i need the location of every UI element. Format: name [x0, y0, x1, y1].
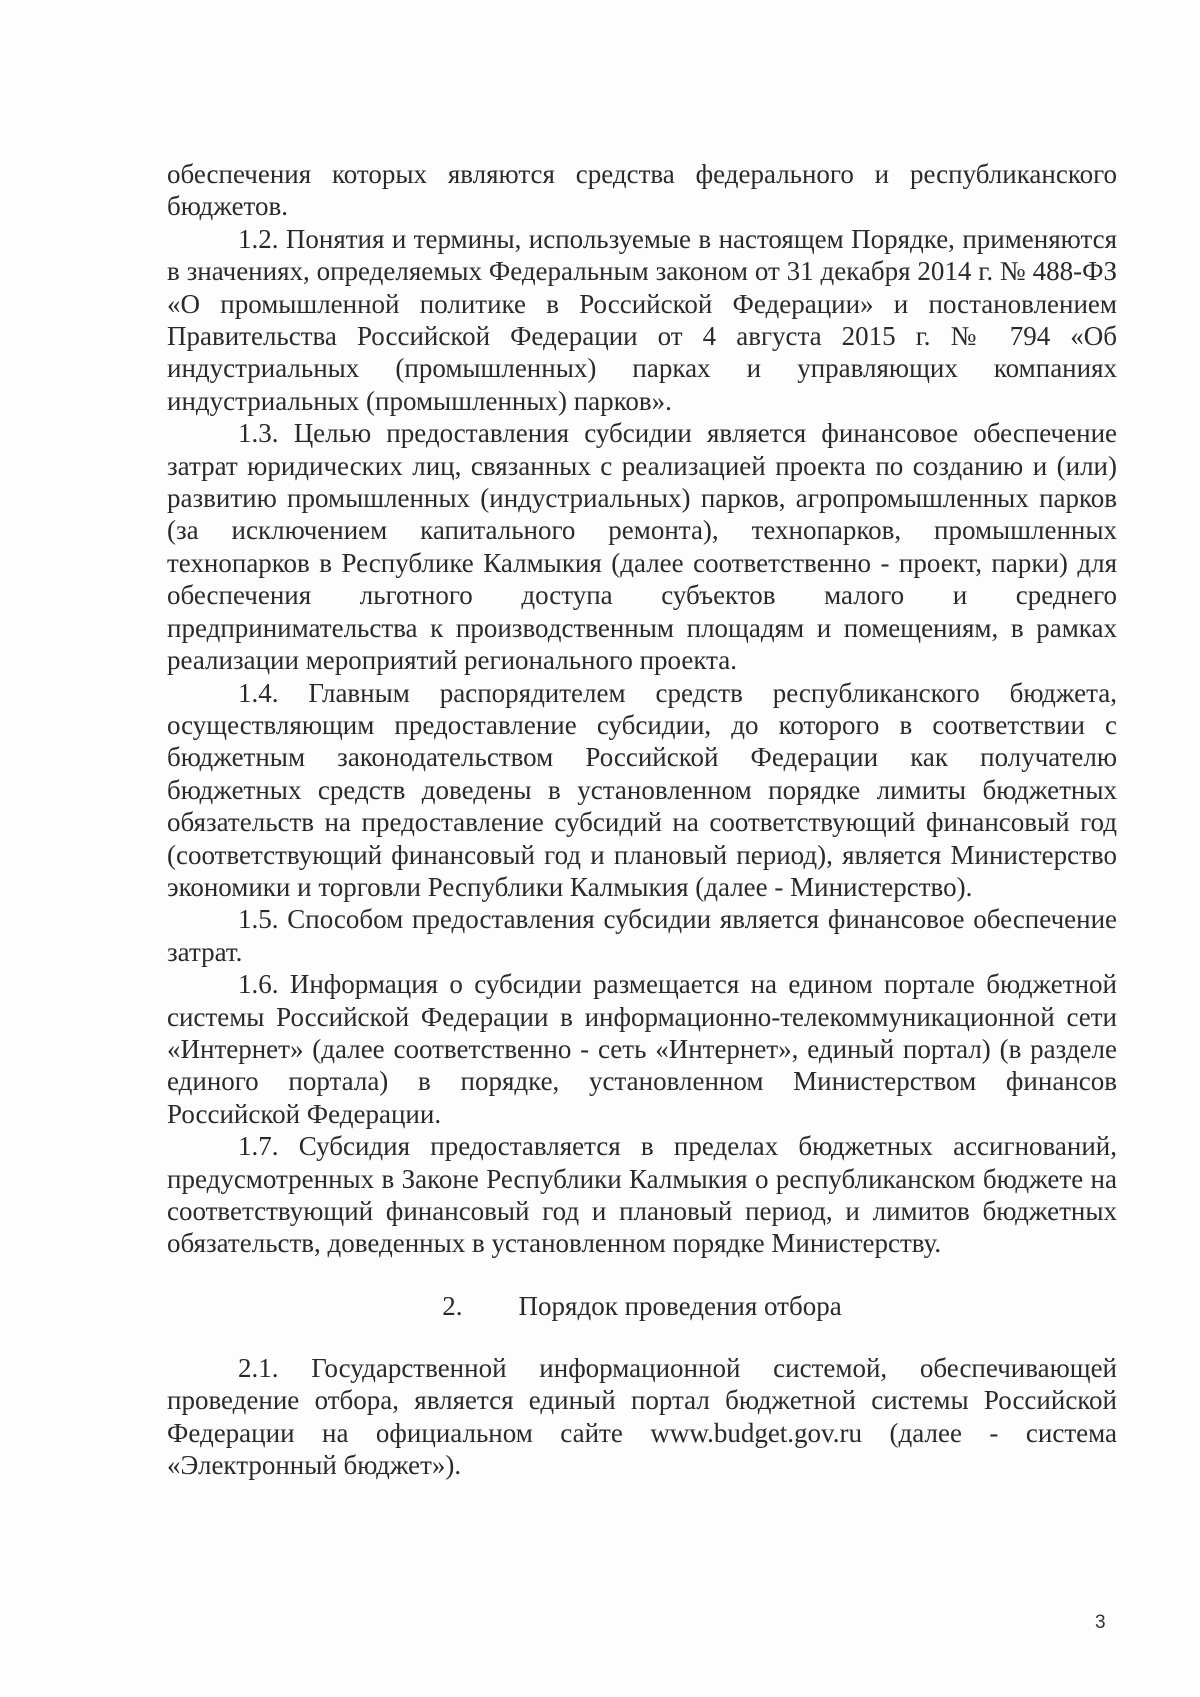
paragraph-1-5 [167, 903, 1117, 968]
paragraph-number: 1.3. [238, 418, 279, 449]
paragraph-1-6 [167, 968, 1117, 1130]
paragraph-2-1 [167, 1352, 1117, 1482]
paragraph-number: 1.6. [238, 969, 279, 1000]
document-body [167, 158, 1117, 1481]
paragraph-number: 1.4. [238, 677, 279, 708]
paragraph-text: Целью предоставления субсидии является финансовое обеспечение затрат юридических лиц, связанных с реализацией проекта по созданию и (или) развитию промышленных (индустриальных) парков, агропромышленных парков (за исключением капитального ремонта), технопарков, промышленных технопарков в Республике Калмыкия (далее соответственно - проект, парки) для обеспечения льготного доступа субъектов малого и среднего предпринимательства к производственным площадям и помещениям, в рамках реализации мероприятий регионального проекта. [167, 418, 1118, 676]
paragraph-text: Понятия и термины, используемые в настоящем Порядке, применяются в значениях, определяемых Федеральным законом от 31 декабря 2014 г. № 488-ФЗ «О промышленной политике в Российской Федерации» и постановлением Правительства Российской Федерации от 4 августа 2015 г. № 794 «Об индустриальных (промышленных) парках и управляющих компаниях индустриальных (промышленных) парков». [167, 223, 1117, 416]
page-number: 3 [1095, 1612, 1106, 1633]
section-number: 2. [442, 1290, 463, 1321]
paragraph-number: 1.7. [238, 1131, 279, 1162]
section-title: Порядок проведения отбора [518, 1290, 842, 1321]
section-2-heading [167, 1290, 1117, 1322]
paragraph-text: Главным распорядителем средств республиканского бюджета, осуществляющим предоставление субсидии, до которого в соответствии с бюджетным законодательством Российской Федерации как получателю бюджетных средств доведены в установленном порядке лимиты бюджетных обязательств на предоставление субсидий на соответствующий финансовый год (соответствующий финансовый год и плановый период), является Министерство экономики и торговли Республики Калмыкия (далее - Министерство). [167, 677, 1118, 902]
paragraph-1-4 [167, 677, 1117, 904]
paragraph-number: 1.2. [238, 223, 279, 254]
paragraph-number: 1.5. [238, 904, 279, 935]
paragraph-1-2 [167, 223, 1117, 417]
intro-text: обеспечения которых являются средства федерального и республиканского бюджетов. [167, 159, 1117, 222]
paragraph-1-7 [167, 1130, 1117, 1260]
paragraph-text: Информация о субсидии размещается на едином портале бюджетной системы Российской Федерации в информационно-телекоммуникационной сети «Интернет» (далее соответственно - сеть «Интернет», единый портал) (в разделе единого портала) в порядке, установленном Министерством финансов Российской Федерации. [167, 969, 1117, 1129]
paragraph-text: Субсидия предоставляется в пределах бюджетных ассигнований, предусмотренных в Законе Республики Калмыкия о республиканском бюджете на соответствующий финансовый год и плановый период, и лимитов бюджетных обязательств, доведенных в установленном порядке Министерству. [167, 1131, 1117, 1259]
paragraph-1-3 [167, 417, 1117, 676]
intro-continuation [167, 158, 1117, 223]
paragraph-number: 2.1. [238, 1352, 279, 1383]
paragraph-text: Государственной информационной системой, обеспечивающей проведение отбора, является единый портал бюджетной системы Российской Федерации на официальном сайте www.budget.gov.ru (далее - система «Электронный бюджет»). [167, 1352, 1117, 1481]
paragraph-text: Способом предоставления субсидии является финансовое обеспечение затрат. [167, 904, 1118, 967]
